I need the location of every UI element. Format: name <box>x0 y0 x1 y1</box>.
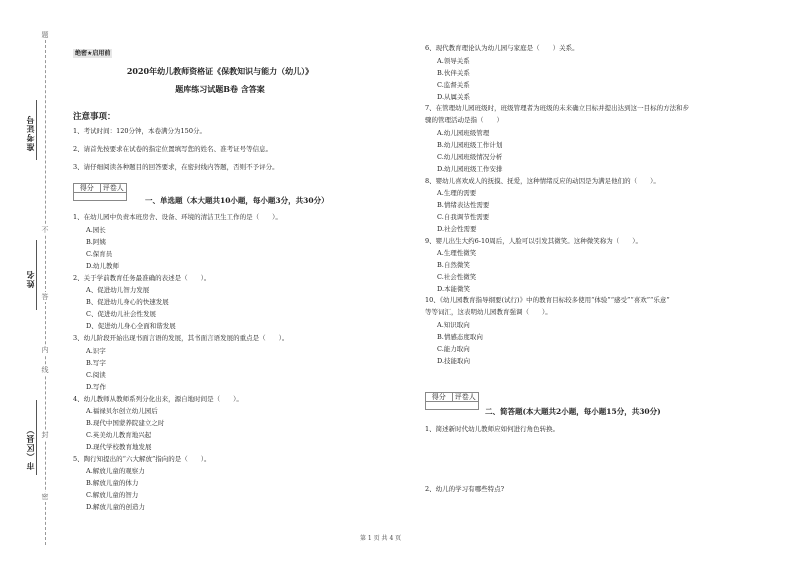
option: C.监督关系 <box>437 81 470 89</box>
option: C.解放儿童的智力 <box>86 491 139 499</box>
notice-item: 2、请首先按要求在试卷的指定位置填写您的姓名、准考证号等信息。 <box>73 145 273 153</box>
option: A.识字 <box>86 347 106 355</box>
option: B.现代中国蒙养院建立之时 <box>86 419 165 427</box>
option: C.幼儿园班级情况分析 <box>437 153 503 161</box>
option: D.幼儿教师 <box>86 262 120 270</box>
score-box <box>425 392 479 410</box>
option: D.技能取向 <box>437 357 471 365</box>
field-name: 姓名 <box>25 270 35 288</box>
option: B.伙伴关系 <box>437 69 470 77</box>
option: A.知识取向 <box>437 321 470 329</box>
option: D、促进幼儿身心全面和谐发展 <box>86 322 176 330</box>
option: D.写作 <box>86 383 107 391</box>
option: A.园长 <box>86 226 106 234</box>
question-stem: 3、幼儿阶段开始出现书面言语的发展，其书面言语发展的重点是（ ）。 <box>73 334 289 342</box>
question-stem: 10、《幼儿园教育指导纲要(试行)》中的教育目标较多使用“体验”“感受”“喜欢”“乐意” <box>425 296 670 304</box>
seal-char: 线 <box>39 365 51 375</box>
field-line <box>36 100 37 160</box>
option: D.从属关系 <box>437 93 471 101</box>
notice-item: 1、考试时间：120分钟，本卷满分为150分。 <box>73 127 206 135</box>
question-stem: 9、婴儿出生大约6-10周后，人脸可以引发其微笑。这种微笑称为（ ）。 <box>425 237 642 245</box>
exam-title: 2020年幼儿教师资格证《保教知识与能力（幼儿）》 <box>126 66 314 76</box>
question-stem: 4、幼儿教师从教师系列分化出来，源自地时间是（ ）。 <box>73 395 243 403</box>
grader-label: 评卷人 <box>453 393 479 402</box>
question-stem-cont: 骤的管理活动是指（ ） <box>425 116 503 124</box>
option: B.解放儿童的体力 <box>86 479 139 487</box>
exam-subtitle: 题库练习试题B卷 含答案 <box>175 84 265 94</box>
question-stem: 7、在管理幼儿园班级时，班级管理者为班级的未来确立目标并提出达到这一目标的方法和步 <box>425 104 690 112</box>
option: C、促进幼儿社会性发展 <box>86 310 156 318</box>
option: A.福禄贝尔创立幼儿园后 <box>86 407 158 415</box>
field-line <box>36 400 37 475</box>
seal-char: 答 <box>39 292 51 302</box>
option: A.幼儿园班级管理 <box>437 129 490 137</box>
seal-char: 不 <box>39 225 51 235</box>
option: A.解放儿童的观察力 <box>86 467 145 475</box>
option: C.社会性微笑 <box>437 273 477 281</box>
question-stem: 8、婴幼儿喜欢成人的抚摸、抚爱，这种情绪反应的动因是为满足他们的（ ）。 <box>425 177 660 185</box>
option: B.阿姨 <box>86 238 106 246</box>
page-number: 第 1 页 共 4 页 <box>360 535 402 542</box>
field-line <box>36 240 37 310</box>
option: D.幼儿园班级工作安排 <box>437 165 503 173</box>
option: A.生理的需要 <box>437 189 477 197</box>
option: A、促进幼儿智力发展 <box>86 286 150 294</box>
option: B.自然微笑 <box>437 261 470 269</box>
option: B.情绪表达性需要 <box>437 201 490 209</box>
seal-char: 内 <box>39 345 51 355</box>
question-stem: 1、简述新时代幼儿教师应如何进行角色转换。 <box>425 425 560 433</box>
option: D.解放儿童的创造力 <box>86 503 146 511</box>
question-stem: 1、在幼儿园中负责本班房舍、设备、环境的清洁卫生工作的是（ ）。 <box>73 213 282 221</box>
option: B.情感态度取向 <box>437 333 483 341</box>
option: D.社会性需要 <box>437 225 477 233</box>
option: C.保育员 <box>86 250 113 258</box>
notice-item: 3、请仔细阅读各种题目的回答要求，在密封线内答题，否则不予评分。 <box>73 163 279 171</box>
question-stem: 2、幼儿的学习有哪些特点? <box>425 485 505 493</box>
option: D.现代学校教育地发展 <box>86 443 152 451</box>
question-stem: 6、现代教育理论认为幼儿园与家庭是（ ）关系。 <box>425 44 579 52</box>
field-exam-number: 准考证号 <box>25 115 35 151</box>
option: A.领导关系 <box>437 57 470 65</box>
secret-label: 绝密★启用前 <box>75 50 111 57</box>
option: C.自我调节性需要 <box>437 213 490 221</box>
notice-heading: 注意事项： <box>73 112 116 122</box>
option: B、促进幼儿身心的快速发展 <box>86 298 169 306</box>
question-stem: 5、陶行知提出的“六大解放”指向的是（ ）。 <box>73 455 211 463</box>
section-heading: 二、简答题(本大题共2小题，每小题15分，共30分) <box>485 407 661 416</box>
option: B.幼儿园班级工作计划 <box>437 141 503 149</box>
option: A.生理性微笑 <box>437 249 477 257</box>
option: C.英美幼儿教育地兴起 <box>86 431 152 439</box>
option: C.阅读 <box>86 371 106 379</box>
score-label: 得分 <box>74 184 101 193</box>
question-stem-cont: 等等词汇，这表明幼儿园教育强调（ ）。 <box>425 308 552 316</box>
option: B.写字 <box>86 359 106 367</box>
seal-char: 题 <box>39 30 51 40</box>
score-label: 得分 <box>426 393 453 402</box>
section-heading: 一、单选题（本大题共10小题，每小题3分，共30分） <box>145 196 329 205</box>
binding-margin <box>0 0 60 565</box>
option: D.本能微笑 <box>437 285 471 293</box>
seal-char: 密 <box>39 492 51 502</box>
question-stem: 2、关于学前教育任务最准确的表述是（ ）。 <box>73 274 211 282</box>
option: C.能力取向 <box>437 345 470 353</box>
seal-char: 封 <box>39 430 51 440</box>
score-box <box>73 183 127 201</box>
field-district: 市（区县） <box>25 425 35 470</box>
grader-label: 评卷人 <box>101 184 127 193</box>
